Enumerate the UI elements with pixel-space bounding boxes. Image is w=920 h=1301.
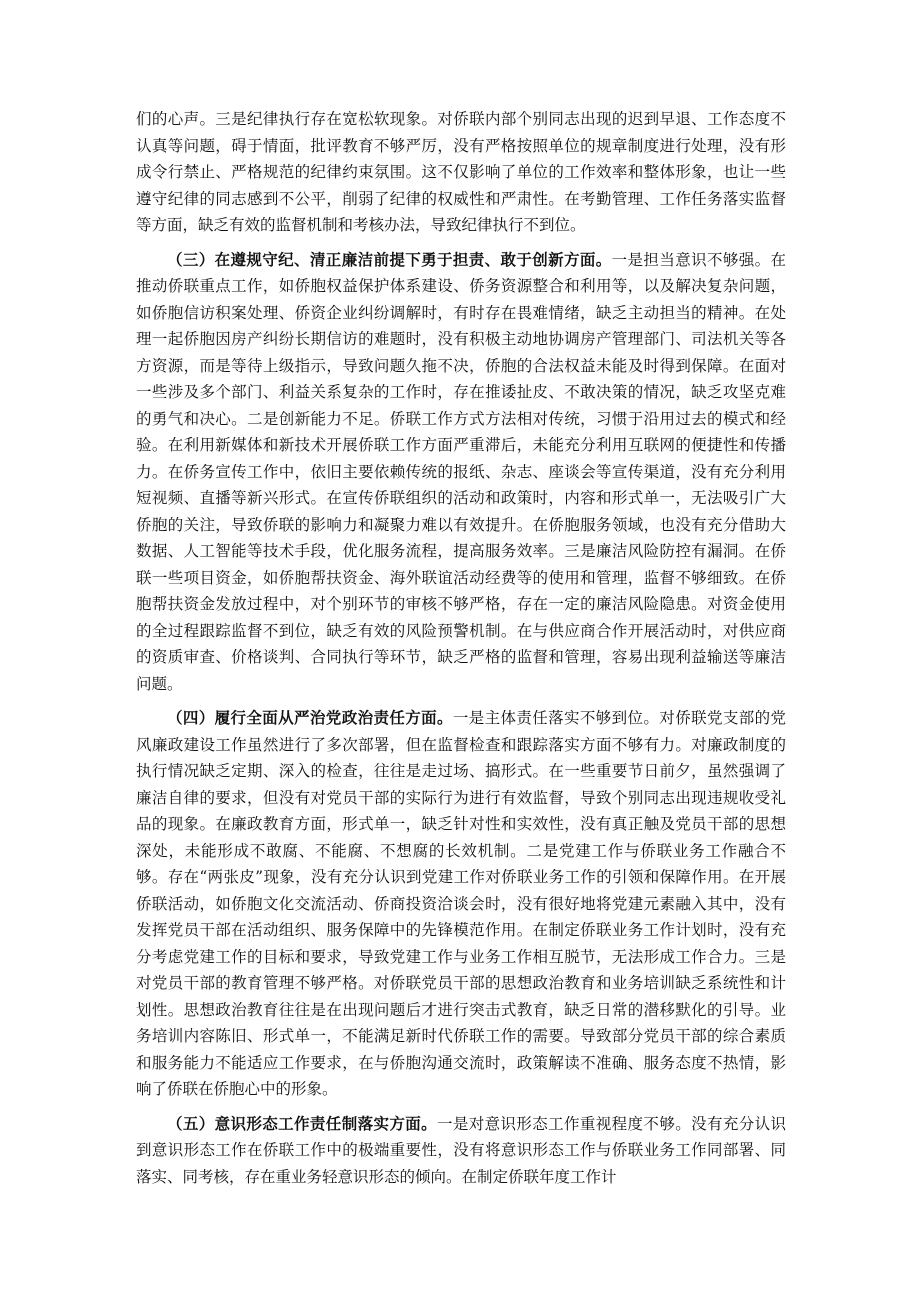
paragraph-body: 一是担当意识不够强。在推动侨联重点工作，如侨胞权益保护体系建设、侨务资源整合和利用等，以及解决复杂问题，如侨胞信访积案处理、侨资企业纠纷调解时，有时存在畏难情绪，缺乏主动担当的精神。在处理一起侨胞因房产纠纷长期信访的难题时，没有积极主动地协调房产管理部门、司法机关等各方资源，而是等待上级指示，导致问题久拖不决，侨胞的合法权益未能及时得到保障。在面对一些涉及多个部门、利益关系复杂的工作时，存在推诿扯皮、不敢决策的情况，缺乏攻坚克难的勇气和决心。二是创新能力不足。侨联工作方式方法相对传统，习惯于沿用过去的模式和经验。在利用新媒体和新技术开展侨联工作方面严重滞后，未能充分利用互联网的便捷性和传播力。在侨务宣传工作中，依旧主要依赖传统的报纸、杂志、座谈会等宣传渠道，没有充分利用短视频、直播等新兴形式。在宣传侨联组织的活动和政策时，内容和形式单一，无法吸引广大侨胞的关注，导致侨联的影响力和凝聚力难以有效提升。在侨胞服务领域，也没有充分借助大数据、人工智能等技术手段，优化服务流程，提高服务效率。三是廉洁风险防控有漏洞。在侨联一些项目资金，如侨胞帮扶资金、海外联谊活动经费等的使用和管理，监督不够细致。在侨胞帮扶资金发放过程中，对个别环节的审核不够严格，存在一定的廉洁风险隐患。对资金使用的全过程跟踪监督不到位，缺乏有效的风险预警机制。在与供应商合作开展活动时，对供应商的资质审查、价格谈判、合同执行等环节，缺乏严格的监督和管理，容易出现利益输送等廉洁问题。 xyxy=(136,250,786,693)
section-heading: （三）在遵规守纪、清正廉洁前提下勇于担责、敢于创新方面。 xyxy=(167,249,612,269)
section-heading: （四）履行全面从严治党政治责任方面。 xyxy=(167,708,453,727)
paragraph-body: 一是主体责任落实不够到位。对侨联党支部的党风廉政建设工作虽然进行了多次部署，但在监督检查和跟踪落实方面不够有力。对廉政制度的执行情况缺乏定期、深入的检查，往往是走过场、搞形式。在一些重要节日前夕，虽然强调了廉洁自律的要求，但没有对党员干部的实际行为进行有效监督，导致个别同志出现违规收受礼品的现象。在廉政教育方面，形式单一，缺乏针对性和实效性，没有真正触及党员干部的思想深处，未能形成不敢腐、不能腐、不想腐的长效机制。二是党建工作与侨联业务工作融合不够。存在“两张皮”现象，没有充分认识到党建工作对侨联业务工作的引领和保障作用。在开展侨联活动，如侨胞文化交流活动、侨商投资洽谈会时，没有很好地将党建元素融入其中，没有发挥党员干部在活动组织、服务保障中的先锋模范作用。在制定侨联业务工作计划时，没有充分考虑党建工作的目标和要求，导致党建工作与业务工作相互脱节，无法形成工作合力。三是对党员干部的教育管理不够严格。对侨联党员干部的思想政治教育和业务培训缺乏系统性和计划性。思想政治教育往往是在出现问题后才进行突击式教育，缺乏日常的潜移默化的引导。业务培训内容陈旧、形式单一，不能满足新时代侨联工作的需要。导致部分党员干部的综合素质和服务能力不能适应工作要求，在与侨胞沟通交流时，政策解读不准确、服务态度不热情，影响了侨联在侨胞心中的形象。 xyxy=(136,709,786,1098)
paragraph-body: 一是对意识形态工作重视程度不够。没有充分认识到意识形态工作在侨联工作中的极端重要性，没有将意识形态工作与侨联业务工作同部署、同落实、同考核，存在重业务轻意识形态的倾向。在制定侨联年度工作计 xyxy=(136,1114,786,1186)
paragraph-continuation xyxy=(136,106,786,239)
document-page xyxy=(136,106,786,1198)
section-heading: （五）意识形态工作责任制落实方面。 xyxy=(167,1113,437,1133)
paragraph-body: 们的心声。三是纪律执行存在宽松软现象。对侨联内部个别同志出现的迟到早退、工作态度不认真等问题，碍于情面，批评教育不够严厉，没有严格按照单位的规章制度进行处理，没有形成令行禁止、严格规范的纪律约束氛围。这不仅影响了单位的工作效率和整体形象，也让一些遵守纪律的同志感到不公平，削弱了纪律的权威性和严肃性。在考勤管理、工作任务落实监督等方面，缺乏有效的监督机制和考核办法，导致纪律执行不到位。 xyxy=(136,110,786,234)
paragraph-section-4 xyxy=(136,705,786,1103)
paragraph-section-5 xyxy=(136,1111,786,1191)
paragraph-section-3 xyxy=(136,247,786,698)
